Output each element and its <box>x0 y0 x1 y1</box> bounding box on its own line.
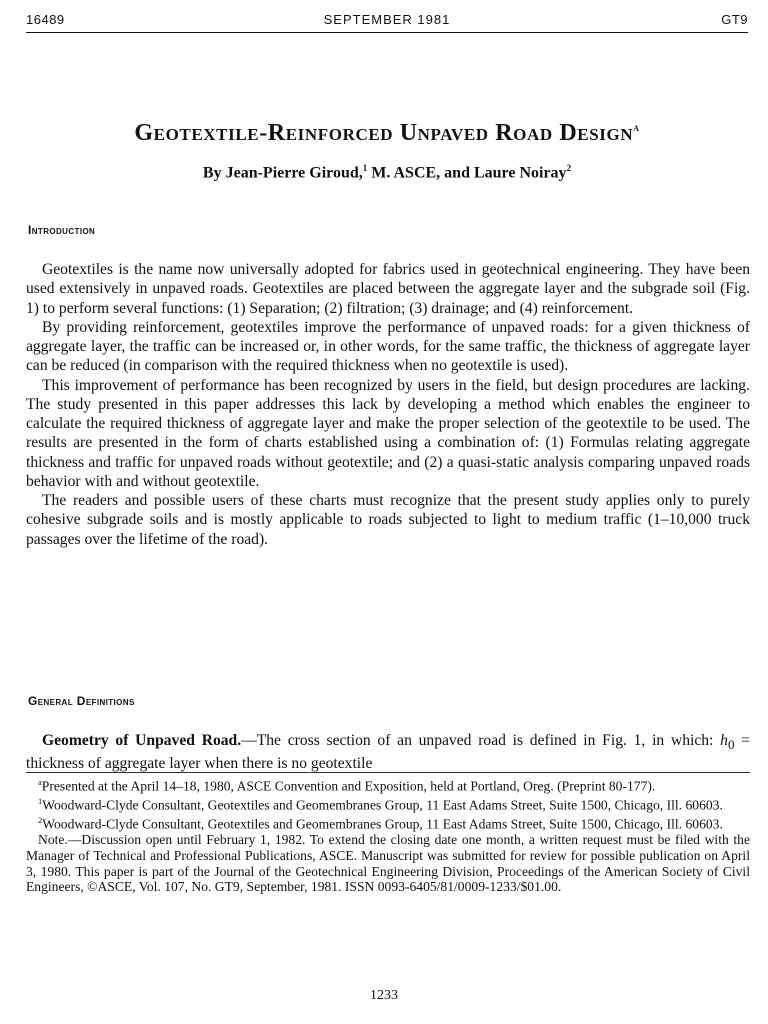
paper-title <box>26 120 748 147</box>
introduction-body <box>26 260 750 549</box>
paragraph: This improvement of performance has been recognized by users in the field, but design procedures are lacking. The study presented in this paper addresses this lack by developing a method which enables the engineer to calculate the required thickness of aggregate layer and make the proper selection of the geotextile to be used. The results are presented in the form of charts established using a combination of: (1) Formulas relating aggregate thickness and traffic for unpaved roads without geotextile; and (2) a quasi-static analysis comparing unpaved roads behavior with and without geotextile. <box>26 376 750 490</box>
paragraph-text: = thickness of aggregate layer when there is no geotextile <box>26 732 750 773</box>
paper-number: 16489 <box>26 12 65 27</box>
paragraph-text: —The cross section of an unpaved road is defined in Fig. 1, in which: <box>241 732 721 749</box>
author-1-note: 1 <box>362 163 368 173</box>
footnote-mark: 1 <box>38 796 43 807</box>
footnote-text: Woodward-Clyde Consultant, Geotextiles and Geomembranes Group, 11 East Adams Street, Suite 1500, Chicago, Ill. 60603. <box>42 816 723 832</box>
footnote <box>26 832 750 894</box>
paragraph <box>26 731 750 774</box>
footnote-mark: a <box>38 777 42 787</box>
footnote-mark: 2 <box>38 815 43 826</box>
author-2-note: 2 <box>566 163 572 173</box>
author-1-suffix: M. ASCE, and <box>367 164 474 182</box>
footnote <box>26 775 750 794</box>
section-heading-general-definitions: General Definitions <box>28 694 135 708</box>
paragraph: Geotextiles is the name now universally adopted for fabrics used in geotechnical engineering. They have been used extensively in unpaved roads. Geotextiles are placed between the aggregate layer and the subgrade soil (Fig. 1) to perform several functions: (1) Separation; (2) filtration; (3) drainage; and (4) reinforcement. <box>26 261 750 317</box>
variable-subscript: 0 <box>727 737 735 753</box>
paper-title-text: Geotextile-Reinforced Unpaved Road Design <box>134 120 634 146</box>
footnote <box>26 813 750 832</box>
running-head <box>26 12 748 30</box>
byline-prefix: By <box>202 164 226 182</box>
page-number: 1233 <box>370 988 398 1003</box>
author-2: Laure Noiray <box>473 164 567 182</box>
footnote-text: Woodward-Clyde Consultant, Geotextiles and Geomembranes Group, 11 East Adams Street, Suite 1500, Chicago, Ill. 60603. <box>42 797 723 813</box>
byline <box>26 163 748 182</box>
general-definitions-body <box>26 731 750 774</box>
footnote-rule <box>26 772 750 773</box>
footnote-text: Presented at the April 14–18, 1980, ASCE Convention and Exposition, held at Portland, Oreg. (Preprint 80-177). <box>41 778 656 794</box>
title-footnote-mark: a <box>633 122 640 134</box>
paragraph: By providing reinforcement, geotextiles improve the performance of unpaved roads: for a given thickness of aggregate layer, the traffic can be increased or, in other words, for the same traffic, the thickness of aggregate layer can be reduced (in comparison with the required thickness when no geotextile is used). <box>26 318 750 375</box>
section-heading-introduction: Introduction <box>28 223 96 237</box>
issue-code: GT9 <box>721 12 748 27</box>
author-1: Jean-Pierre Giroud, <box>225 164 363 182</box>
paragraph: The readers and possible users of these charts must recognize that the present study applies only to purely cohesive subgrade soils and is mostly applicable to roads subjected to light to medium traffic (1–10,000 truck passages over the lifetime of the road). <box>26 492 750 548</box>
variable-h: h <box>720 732 728 749</box>
run-in-heading: Geometry of Unpaved Road. <box>42 732 242 749</box>
footnote <box>26 794 750 813</box>
footnote-text: Note.—Discussion open until February 1, 1982. To extend the closing date one month, a written request must be filed with the Manager of Technical and Professional Publications, ASCE. Manuscript was submitted for review for possible publication on April 3, 1980. This paper is part of the Journal of the Geotechnical Engineering Division, Proceedings of the American Society of Civil Engineers, ©ASCE, Vol. 107, No. GT9, September, 1981. ISSN 0093-6405/81/0009-1233/$01.00. <box>26 832 750 895</box>
header-rule <box>26 32 748 33</box>
issue-date: SEPTEMBER 1981 <box>323 12 451 27</box>
footnotes <box>26 775 750 895</box>
